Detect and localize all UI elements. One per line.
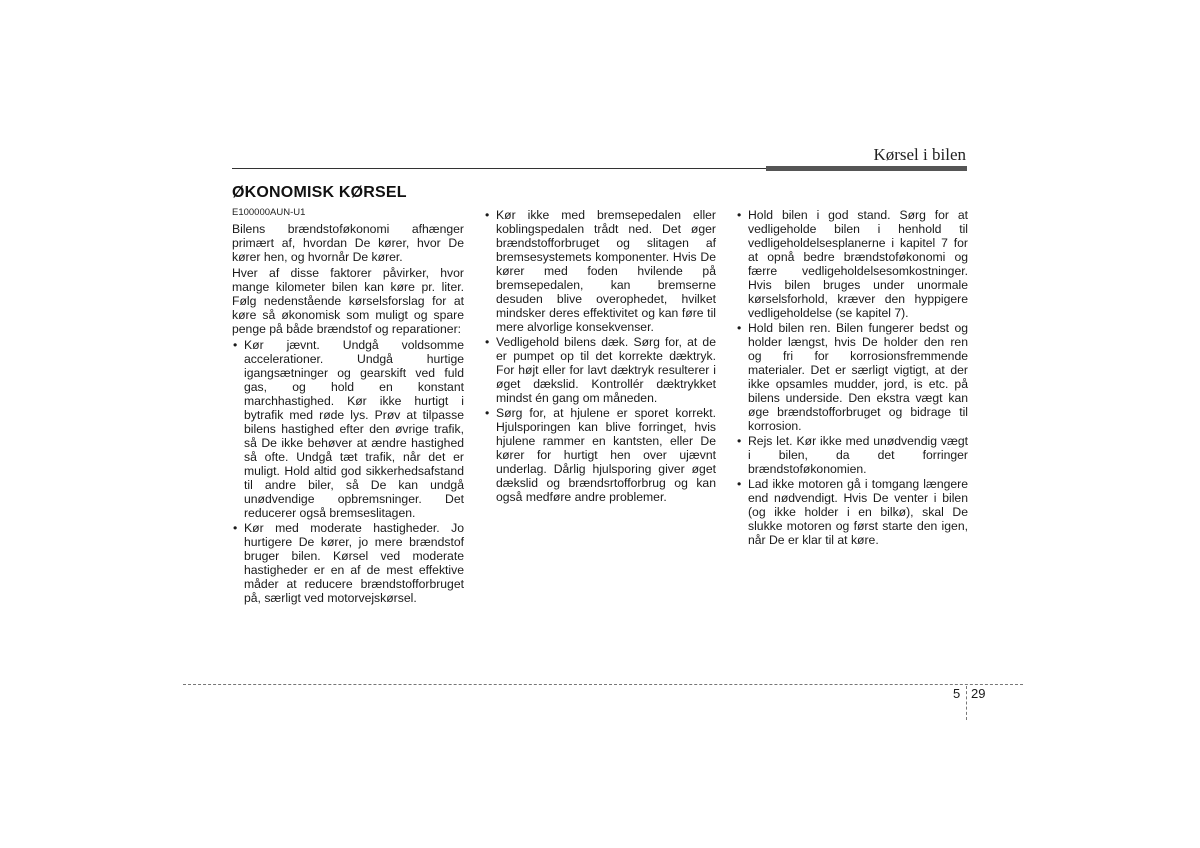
section-title: ØKONOMISK KØRSEL <box>232 184 407 201</box>
page-number: 29 <box>971 686 986 701</box>
paragraph: Hver af disse faktorer påvirker, hvor mange kilometer bilen kan køre pr. liter. Følg nedenstående kørselsforslag for at køre så økonomisk som muligt og spare penge på både brændstof og reparationer: <box>232 266 464 336</box>
section-code: E100000AUN-U1 <box>232 207 306 218</box>
bullet-item: • Kør ikke med bremsepedalen eller koblingspedalen trådt ned. Det øger brændstofforbruget og slitagen af bremsesystemets komponenter. Hvis De kører med foden hvilende på bremsepedalen, kan bremserne desuden blive overophedet, hvilket mindsker deres effektivitet og kan føre til mere alvorlige konsekvenser. <box>484 208 716 334</box>
bullet-item: • Kør med moderate hastigheder. Jo hurtigere De kører, jo mere brændstof bruger bilen. Kørsel ved moderate hastigheder er en af de mest effektive måder at reducere brændstofforbruget på, særligt ved motorvejskørsel. <box>232 521 464 605</box>
bullet-list <box>484 208 716 504</box>
text-column-2 <box>484 208 716 505</box>
bullet-item: • Sørg for, at hjulene er sporet korrekt. Hjulsporingen kan blive forringet, hvis hjulene rammer en kantsten, eller De kører for hurtigt hen over ujævnt underlag. Dårlig hjulsporing giver øget dækslid og brændsrtofforbrug og kan også medføre andre problemer. <box>484 406 716 504</box>
bullet-item: • Lad ikke motoren gå i tomgang længere end nødvendigt. Hvis De venter i bilen (og ikke holder i en bilkø), skal De slukke motoren og først starte den igen, når De er klar til at køre. <box>736 477 968 547</box>
bullet-item: • Kør jævnt. Undgå voldsomme accelerationer. Undgå hurtige igangsætninger og gearskift ved fuld gas, og hold en konstant marchhastighed. Kør ikke hurtigt i bytrafik med røde lys. Prøv at tilpasse bilens hastighed efter den øvrige trafik, så De ikke behøver at ændre hastighed så ofte. Undgå tæt trafik, når det er muligt. Hold altid god sikkerhedsafstand til andre biler, så De kan undgå unødvendige opbremsninger. Det reducerer også bremseslitagen. <box>232 338 464 520</box>
bullet-list <box>736 208 968 547</box>
chapter-number: 5 <box>953 686 961 701</box>
bullet-list <box>232 338 464 605</box>
running-header: Kørsel i bilen <box>873 145 966 164</box>
bullet-item: • Hold bilen i god stand. Sørg for at vedligeholde bilen i henhold til vedligeholdelsesplanerne i kapitel 7 for at opnå bedre brændstoføkonomi og færre vedligeholdelsesomkostninger. Hvis bilen bruges under unormale kørselsforhold, kræver den hyppigere vedligeholdelse (se kapitel 7). <box>736 208 968 320</box>
footer-divider <box>966 686 967 720</box>
bullet-item: • Vedligehold bilens dæk. Sørg for, at de er pumpet op til det korrekte dæktryk. For højt eller for lavt dæktryk resulterer i øget dækslid. Kontrollér dæktrykket mindst én gang om måneden. <box>484 335 716 405</box>
paragraph: Bilens brændstoføkonomi afhænger primært af, hvordan De kører, hvor De kører hen, og hvornår De kører. <box>232 222 464 264</box>
text-column-3 <box>736 208 968 548</box>
bullet-item: • Rejs let. Kør ikke med unødvendig vægt i bilen, da det forringer brændstoføkonomien. <box>736 434 968 476</box>
header-rule-accent <box>766 166 967 171</box>
bullet-item: • Hold bilen ren. Bilen fungerer bedst og holder længst, hvis De holder den ren og fri for korrosionsfremmende materialer. Det er særligt vigtigt, at der ikke opsamles mudder, jord, is etc. på bilens underside. Den ekstra vægt kan øge brændstofforbruget og bidrage til korrosion. <box>736 321 968 433</box>
text-column-1 <box>232 206 464 606</box>
footer-rule <box>183 684 1023 685</box>
